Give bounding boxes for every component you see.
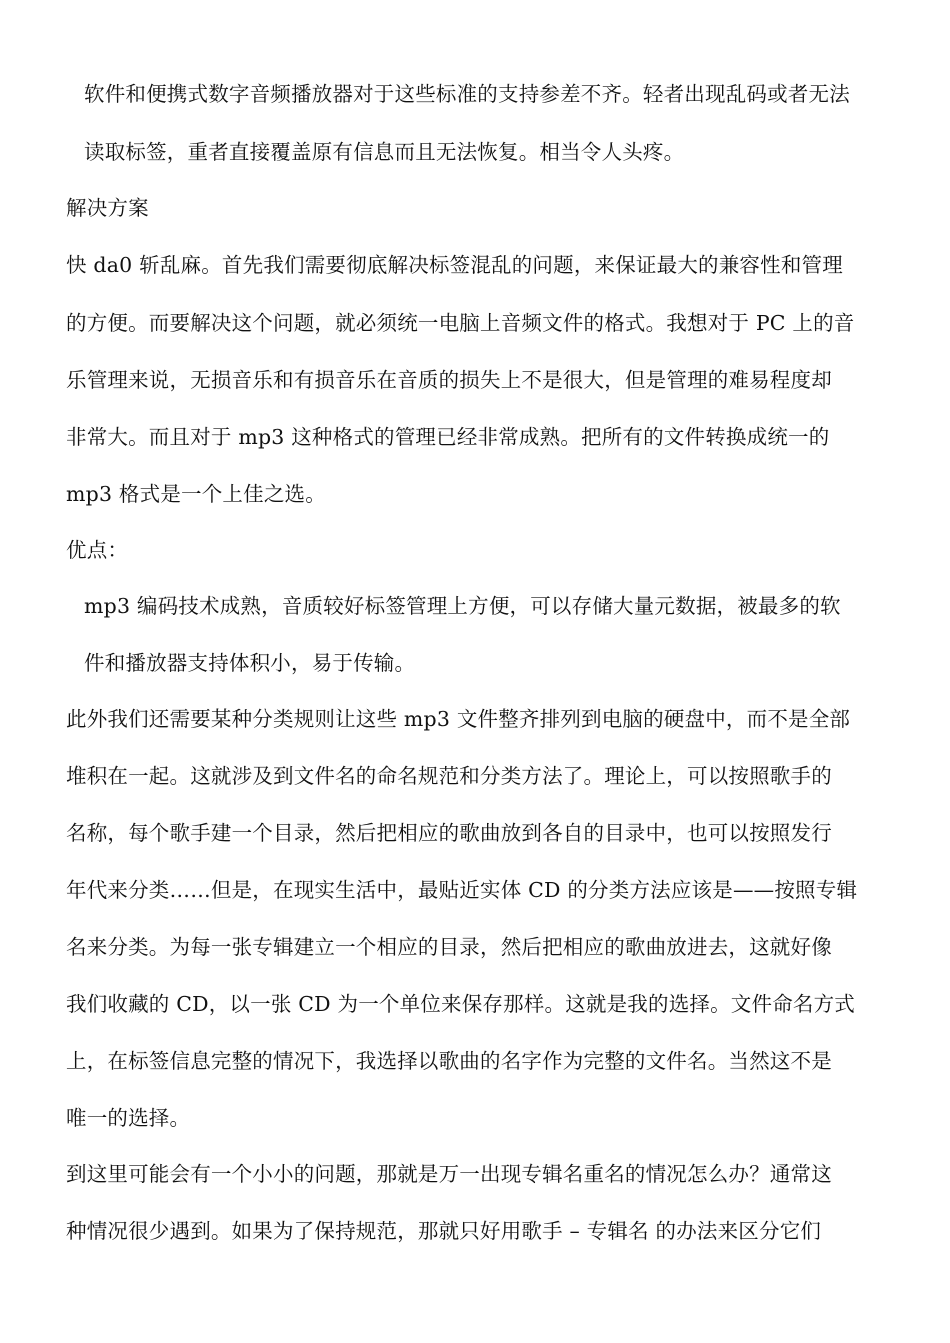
paragraph-line: 此外我们还需要某种分类规则让这些 mp3 文件整齐排列到电脑的硬盘中，而不是全部: [66, 707, 851, 731]
paragraph-line: 软件和便携式数字音频播放器对于这些标准的支持参差不齐。轻者出现乱码或者无法: [84, 82, 850, 106]
paragraph-line: 乐管理来说，无损音乐和有损音乐在音质的损失上不是很大，但是管理的难易程度却: [66, 368, 832, 392]
paragraph-line: 我们收藏的 CD，以一张 CD 为一个单位来保存那样。这就是我的选择。文件命名方式: [66, 992, 855, 1016]
paragraph-line: 唯一的选择。: [66, 1106, 191, 1130]
paragraph-line: 种情况很少遇到。如果为了保持规范，那就只好用歌手 – 专辑名 的办法来区分它们: [66, 1219, 822, 1243]
paragraph-line: 读取标签，重者直接覆盖原有信息而且无法恢复。相当令人头疼。: [84, 140, 685, 164]
paragraph-line: 年代来分类……但是，在现实生活中，最贴近实体 CD 的分类方法应该是——按照专辑: [66, 878, 858, 902]
paragraph-line: 件和播放器支持体积小，易于传输。: [84, 651, 416, 675]
paragraph-line: 堆积在一起。这就涉及到文件名的命名规范和分类方法了。理论上，可以按照歌手的: [66, 764, 832, 788]
paragraph-line: 名来分类。为每一张专辑建立一个相应的目录，然后把相应的歌曲放进去，这就好像: [66, 935, 832, 959]
paragraph-line: 快 da0 斩乱麻。首先我们需要彻底解决标签混乱的问题，来保证最大的兼容性和管理: [66, 253, 843, 277]
section-heading-solution: 解决方案: [66, 196, 149, 220]
paragraph-line: 上，在标签信息完整的情况下，我选择以歌曲的名字作为完整的文件名。当然这不是: [66, 1049, 832, 1073]
paragraph-line: 名称，每个歌手建一个目录，然后把相应的歌曲放到各自的目录中，也可以按照发行: [66, 821, 832, 845]
paragraph-line: mp3 编码技术成熟，音质较好标签管理上方便，可以存储大量元数据，被最多的软: [84, 594, 841, 618]
paragraph-line: mp3 格式是一个上佳之选。: [66, 482, 326, 506]
section-heading-advantages: 优点：: [66, 538, 129, 562]
paragraph-line: 非常大。而且对于 mp3 这种格式的管理已经非常成熟。把所有的文件转换成统一的: [66, 425, 830, 449]
paragraph-line: 的方便。而要解决这个问题，就必须统一电脑上音频文件的格式。我想对于 PC 上的音: [66, 311, 855, 335]
paragraph-line: 到这里可能会有一个小小的问题，那就是万一出现专辑名重名的情况怎么办？通常这: [66, 1162, 832, 1186]
